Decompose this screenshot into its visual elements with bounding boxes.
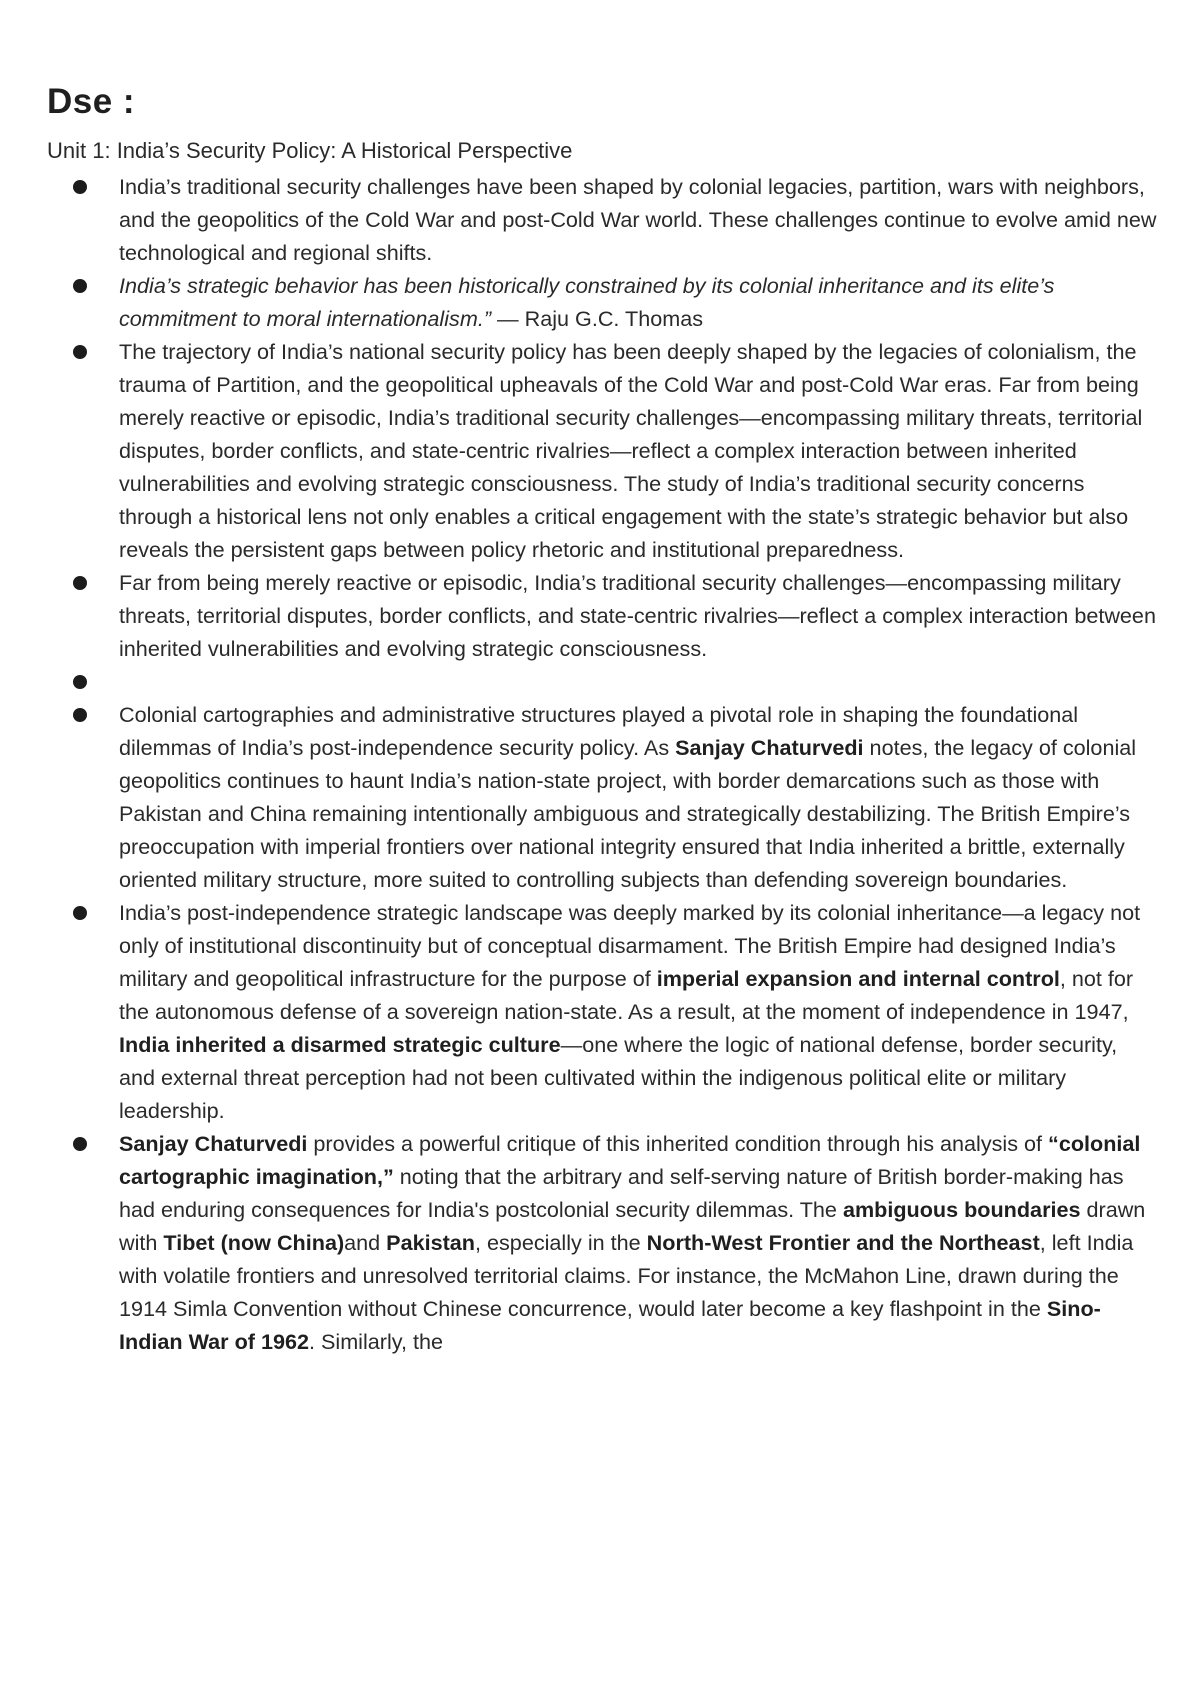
document-title: Dse : — [47, 82, 136, 121]
bold-text-run: Sanjay Chaturvedi — [119, 1131, 308, 1156]
bullet-item-chaturvedi-critique — [0, 1127, 1200, 1358]
text-run: and — [344, 1230, 387, 1255]
bold-text-run: Tibet (now China) — [163, 1230, 345, 1255]
bullet-dot-icon — [73, 708, 87, 722]
bullet-dot-icon — [73, 576, 87, 590]
quote-text: India’s strategic behavior has been historically constrained by its colonial inheritance and its elite’s commitment to moral internationalism.” — [119, 273, 1055, 331]
bullet-item-quote — [0, 269, 1200, 335]
bullet-list — [0, 170, 1200, 1358]
text-run: notes, the legacy of colonial geopolitics continues to haunt India’s nation-state project, with border demarcations such as those with Pakistan and China remaining intentionally ambiguous and strategically destabilizing. The British Empire’s preoccupation with imperial frontiers over national integrity ensured that India inherited a brittle, externally oriented military structure, more suited to controlling subjects than defending sovereign boundaries. — [119, 735, 1137, 892]
text-run: , not for the autonomous defense of a sovereign nation-state. As a result, at the moment of independence in 1947, — [119, 966, 1134, 1024]
bullet-item-empty — [0, 665, 1200, 698]
text-run: , left India with volatile frontiers and unresolved territorial claims. For instance, the McMahon Line, drawn during the 1914 Simla Convention without Chinese concurrence, would later become a key flashpoint in the — [119, 1230, 1134, 1321]
bold-text-run: Pakistan — [386, 1230, 475, 1255]
bullet-dot-icon — [73, 1137, 87, 1151]
bold-text-run: North-West Frontier and the Northeast — [646, 1230, 1040, 1255]
bullet-dot-icon — [73, 675, 87, 689]
text-run: India’s traditional security challenges have been shaped by colonial legacies, partition, wars with neighbors, and the geopolitics of the Cold War and post-Cold War world. These challenges continue to evolve amid new technological and regional shifts. — [119, 174, 1157, 265]
bullet-item-post-independence — [0, 896, 1200, 1127]
bullet-text — [119, 665, 1158, 698]
unit-heading: Unit 1: India’s Security Policy: A Historical Perspective — [47, 138, 573, 163]
bold-text-run: “colonial cartographic imagination,” — [119, 1131, 1141, 1189]
text-run: India’s post-independence strategic landscape was deeply marked by its colonial inheritance—a legacy not only of institutional discontinuity but of conceptual disarmament. The British Empire had designed India’s military and geopolitical infrastructure for the purpose of — [119, 900, 1141, 991]
quote-attribution: — Raju G.C. Thomas — [491, 306, 704, 331]
bullet-item-trajectory — [0, 335, 1200, 566]
bullet-item-reactive — [0, 566, 1200, 665]
bullet-dot-icon — [73, 180, 87, 194]
bullet-text — [119, 269, 1158, 335]
bullet-item-traditional-challenges — [0, 170, 1200, 269]
bold-text-run: India inherited a disarmed strategic culture — [119, 1032, 561, 1057]
bold-text-run: ambiguous boundaries — [842, 1197, 1081, 1222]
bullet-text — [119, 170, 1158, 269]
bullet-dot-icon — [73, 345, 87, 359]
text-run: Colonial cartographies and administrative structures played a pivotal role in shaping the foundational dilemmas of India’s post-independence security policy. As — [119, 702, 1079, 760]
bullet-dot-icon — [73, 906, 87, 920]
bullet-text — [119, 1127, 1158, 1358]
text-run: provides a powerful critique of this inherited condition through his analysis of — [307, 1131, 1049, 1156]
text-run: Far from being merely reactive or episodic, India’s traditional security challenges—encompassing military threats, territorial disputes, border conflicts, and state-centric rivalries—reflect a complex interaction between inherited vulnerabilities and evolving strategic consciousness. — [119, 570, 1156, 661]
bullet-text — [119, 566, 1158, 665]
bullet-dot-icon — [73, 279, 87, 293]
bullet-text — [119, 896, 1158, 1127]
bullet-item-colonial-cartographies — [0, 698, 1200, 896]
bullet-text — [119, 698, 1158, 896]
bold-text-run: Sanjay Chaturvedi — [675, 735, 864, 760]
text-run: noting that the arbitrary and self-serving nature of British border-making has had enduring consequences for India's postcolonial security dilemmas. The — [119, 1164, 1124, 1222]
text-run: drawn with — [119, 1197, 1146, 1255]
text-run: —one where the logic of national defense, border security, and external threat perception had not been cultivated within the indigenous political elite or military leadership. — [119, 1032, 1118, 1123]
text-run: , especially in the — [475, 1230, 647, 1255]
bullet-text — [119, 335, 1158, 566]
text-run: . Similarly, the — [309, 1329, 443, 1354]
bold-text-run: Sino-Indian War of 1962 — [119, 1296, 1101, 1354]
text-run: The trajectory of India’s national security policy has been deeply shaped by the legacies of colonialism, the trauma of Partition, and the geopolitical upheavals of the Cold War and post-Cold War eras. Far from being merely reactive or episodic, India’s traditional security challenges—encompassing military threats, territorial disputes, border conflicts, and state-centric rivalries—reflect a complex interaction between inherited vulnerabilities and evolving strategic consciousness. The study of India’s traditional security concerns through a historical lens not only enables a critical engagement with the state’s strategic behavior but also reveals the persistent gaps between policy rhetoric and institutional preparedness. — [119, 339, 1143, 562]
bold-text-run: imperial expansion and internal control — [656, 966, 1060, 991]
